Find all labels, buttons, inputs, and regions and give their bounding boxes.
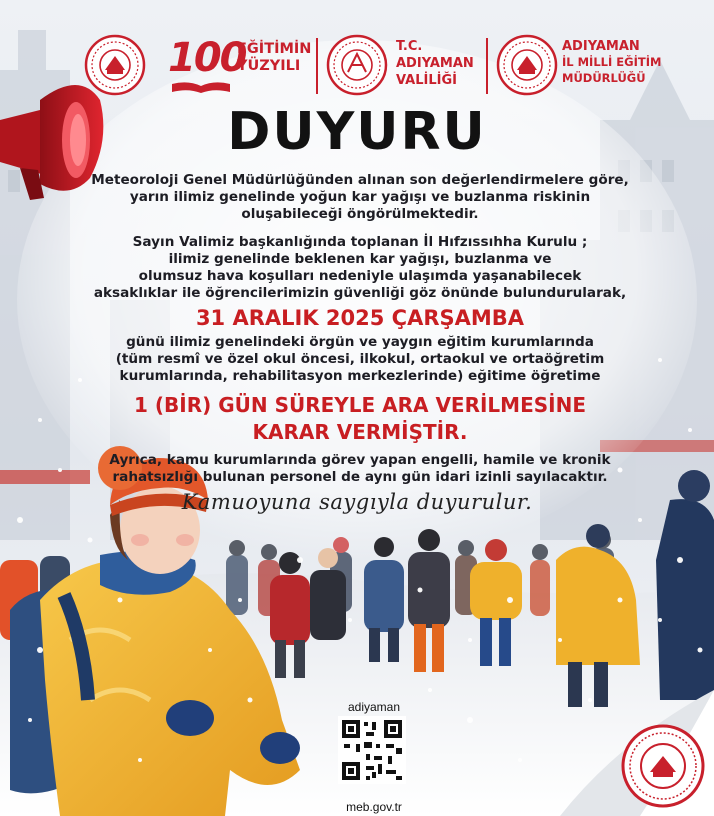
qr-top-label: adiyaman bbox=[347, 700, 401, 714]
text-line: olumsuz hava koşulları nedeniyle ulaşımda yaşanabilecek bbox=[138, 268, 582, 284]
text-line: ilimiz genelinde beklenen kar yağışı, buzlanma ve bbox=[168, 251, 552, 267]
paragraph-institutions bbox=[60, 334, 660, 385]
centennial-number: 100 bbox=[168, 35, 246, 81]
governorate-line2: ADIYAMAN bbox=[396, 56, 474, 71]
paragraph-administrative-leave bbox=[60, 452, 660, 486]
governorate-line3: VALİLİĞİ bbox=[396, 73, 457, 88]
text-line: Ayrıca, kamu kurumlarında görev yapan engelli, hamile ve kronik bbox=[109, 452, 611, 468]
decision-line: 1 (BİR) GÜN SÜREYLE ARA VERİLMESİNE bbox=[134, 393, 586, 417]
closing-line: Kamuoyuna saygıyla duyurulur. bbox=[181, 490, 533, 514]
directorate-line2: İL MİLLİ EĞİTİM bbox=[562, 55, 662, 69]
paragraph-forecast bbox=[60, 172, 660, 223]
directorate-line3: MÜDÜRLÜĞÜ bbox=[562, 71, 646, 85]
header-divider bbox=[486, 38, 488, 94]
open-book-icon bbox=[170, 80, 232, 94]
text-line: oluşabileceği öngörülmektedir. bbox=[241, 206, 479, 222]
governorate-line1: T.C. bbox=[396, 39, 423, 54]
text-line: kurumlarında, rehabilitasyon merkezlerinde) eğitime öğretime bbox=[119, 368, 601, 384]
text-line: aksaklıklar ile öğrencilerimizin güvenliği göz önünde bulundurularak, bbox=[93, 285, 627, 301]
text-line: günü ilimiz genelindeki örgün ve yaygın eğitim kurumlarında bbox=[126, 334, 594, 350]
ministry-seal-icon bbox=[84, 34, 146, 96]
governorate-seal-icon bbox=[326, 34, 388, 96]
paragraph-committee bbox=[60, 234, 660, 302]
decision-line: KARAR VERMİŞTİR. bbox=[252, 420, 468, 444]
centennial-line1: EĞİTİMİN bbox=[237, 41, 312, 57]
centennial-line2: YÜZYILI bbox=[237, 58, 301, 74]
header-divider bbox=[316, 38, 318, 94]
text-line: yarın ilimiz genelinde yoğun kar yağışı ve buzlanma riskinin bbox=[129, 189, 591, 205]
directorate-line1: ADIYAMAN bbox=[562, 39, 640, 54]
ministry-seal-icon bbox=[496, 34, 558, 96]
page-title: DUYURU bbox=[227, 102, 487, 162]
qr-code-icon bbox=[338, 716, 406, 784]
text-line: rahatsızlığı bulunan personel de aynı gün idari izinli sayılacaktır. bbox=[112, 469, 608, 485]
text-line: (tüm resmî ve özel okul öncesi, ilkokul, ortaokul ve ortaöğretim bbox=[115, 351, 605, 367]
text-line: Sayın Valimiz başkanlığında toplanan İl Hıfzıssıhha Kurulu ; bbox=[132, 234, 588, 250]
date-line: 31 ARALIK 2025 ÇARŞAMBA bbox=[195, 306, 525, 330]
text-line: Meteoroloji Genel Müdürlüğünden alınan son değerlendirmelere göre, bbox=[91, 172, 629, 188]
ministry-seal-icon bbox=[623, 726, 703, 806]
qr-bottom-label: meb.gov.tr bbox=[346, 800, 402, 814]
